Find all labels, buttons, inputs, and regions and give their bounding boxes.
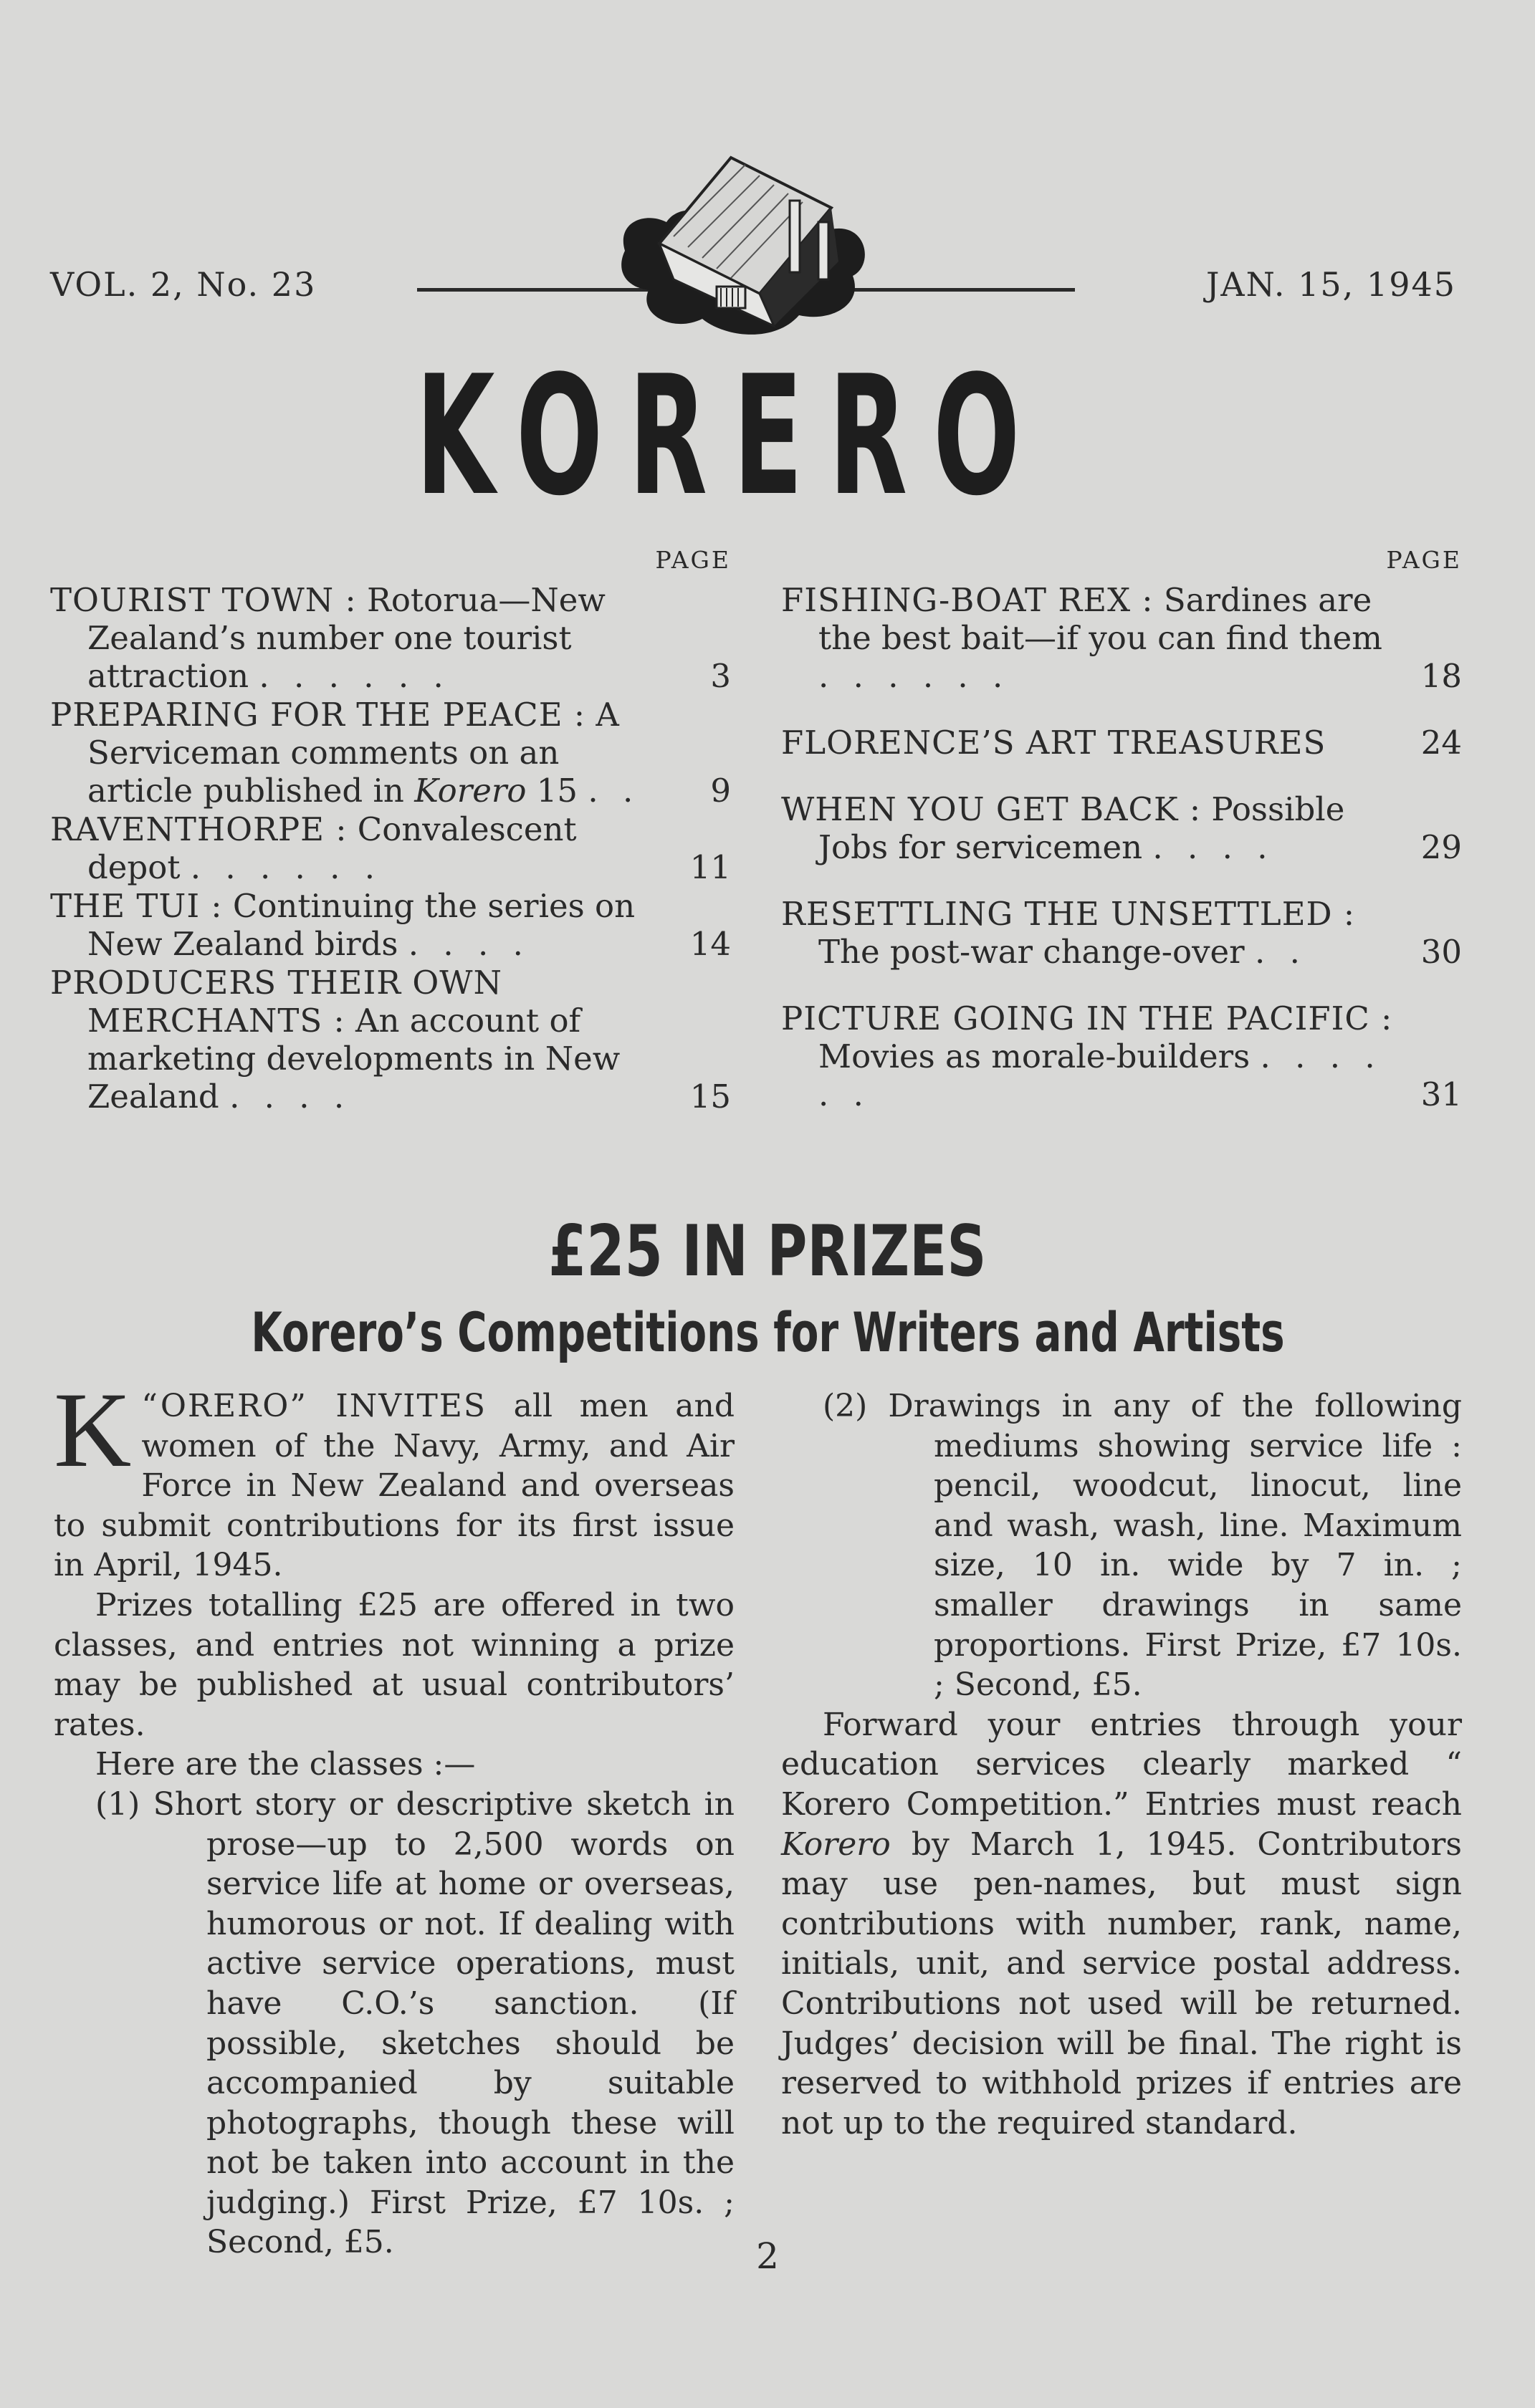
toc-entry-desc: The post-war change-over xyxy=(818,933,1245,971)
magazine-title: KORERO xyxy=(416,341,1046,532)
toc-entry-page: 24 xyxy=(1420,724,1462,762)
toc-entry[interactable] xyxy=(50,964,731,1116)
prizes-heading-text: £25 IN PRIZES xyxy=(548,1211,987,1292)
forward-text: Forward your entries through your education services clearly marked “ Korero Competition.” Entries must reach xyxy=(781,1706,1462,1823)
toc-entry[interactable] xyxy=(781,999,1462,1113)
article-right-column xyxy=(781,1386,1462,2143)
leader-dots: . . . . . . xyxy=(190,848,383,886)
prizes-subheading-text: Korero’s Competitions for Writers and Artists xyxy=(250,1300,1285,1364)
intro-text: all men and women of the Navy, Army, and Air Force in New Zealand and overseas to submit contributions for its first issue in April, 1945. xyxy=(54,1388,735,1584)
toc-entry-page: 30 xyxy=(1420,933,1462,971)
toc-entry-title: THE TUI : xyxy=(50,887,223,925)
prizes-heading xyxy=(0,1211,1535,1292)
toc-entry-desc-post: 15 xyxy=(526,772,578,810)
toc-entry-desc: A Serviceman comments on an article published in xyxy=(87,696,619,810)
open-quote: “ xyxy=(141,1388,158,1424)
drop-cap: K xyxy=(54,1371,132,1490)
leader-dots: . . . . xyxy=(408,925,530,963)
meeting-house-logo-icon xyxy=(616,143,874,358)
toc-entry-desc: Possible Jobs for servicemen xyxy=(818,790,1345,866)
article-left-column xyxy=(54,1371,735,2263)
toc-entry-page: 15 xyxy=(689,1078,731,1116)
toc-entry-desc: Convalescent depot xyxy=(87,810,577,886)
forward-text-rest: by March 1, 1945. Contributors may use pen-names, but must sign contributions with number, rank, name, initials, unit, and service postal address. Contributions not used will be returned. Judges’ decision will be final. The right is reserved to withhold prizes if entries are not up to the required standard. xyxy=(781,1826,1462,2141)
toc-entry[interactable] xyxy=(50,696,731,810)
toc-entry-title: PREPARING FOR THE PEACE : xyxy=(50,696,586,734)
forward-italic: Korero xyxy=(781,1826,891,1863)
class-one-entry: (1) Short story or descriptive sketch in prose—up to 2,500 words on service life at home or overseas, humorous or not. If dealing with active service operations, must have C.O.’s sanction. (If possible, sketches should be accompanied by suitable photographs, though these will not be taken into account in the judging.) First Prize, £7 10s. ; Second, £5. xyxy=(95,1785,735,2261)
toc-page-label: PAGE xyxy=(655,546,731,574)
article-paragraph: Prizes totalling £25 are offered in two classes, and entries not winning a prize may be published at usual contributors’ rates. xyxy=(54,1586,735,1743)
leader-dots: . . . . . . xyxy=(259,657,451,695)
prizes-subheading xyxy=(0,1300,1535,1364)
toc-entry-title: WHEN YOU GET BACK : xyxy=(781,790,1202,828)
toc-entry[interactable] xyxy=(50,581,731,695)
toc-entry-title: RESETTLING THE UNSETTLED : xyxy=(781,895,1356,933)
toc-right-column xyxy=(781,546,1462,1114)
toc-entry[interactable] xyxy=(781,790,1462,866)
leader-dots: . . . . xyxy=(229,1078,352,1116)
leader-dots: . . . . . . xyxy=(818,1037,1382,1113)
leader-dots: . . . . . . xyxy=(818,657,1010,695)
toc-entry[interactable] xyxy=(50,810,731,886)
toc-page-label: PAGE xyxy=(1386,546,1462,574)
page-number: 2 xyxy=(756,2235,779,2277)
toc-entry-desc: Sardines are the best bait—if you can find them xyxy=(818,581,1382,657)
article-intro xyxy=(54,1371,735,1586)
volume-number: VOL. 2, No. 23 xyxy=(50,265,317,304)
toc-entry-page: 18 xyxy=(1420,657,1462,695)
article-paragraph: Here are the classes :— xyxy=(95,1746,476,1783)
leader-dots: . . xyxy=(1254,933,1307,971)
lead-caps: ORERO” INVITES xyxy=(160,1388,487,1424)
toc-entry-title: RAVENTHORPE : xyxy=(50,810,348,848)
toc-entry[interactable] xyxy=(781,895,1462,971)
toc-entry-title: PICTURE GOING IN THE PACIFIC : xyxy=(781,999,1393,1037)
toc-entry-page: 31 xyxy=(1420,1075,1462,1113)
toc-entry-page: 9 xyxy=(710,772,731,810)
leader-dots: . . xyxy=(588,772,641,810)
class-two-entry: (2) Drawings in any of the following mediums showing service life : pencil, woodcut, linocut, line and wash, wash, line. Maximum size, 10 in. wide by 7 in. ; smaller drawings in same proportions. First Prize, £7 10s. ; Second, £5. xyxy=(823,1388,1462,1704)
toc-entry-page: 29 xyxy=(1420,828,1462,866)
toc-entry-desc-italic: Korero xyxy=(414,772,527,810)
toc-entry-title: FISHING-BOAT REX : xyxy=(781,581,1154,619)
toc-entry-desc: Movies as morale-builders xyxy=(818,1037,1251,1075)
leader-dots: . . . . xyxy=(1152,828,1275,866)
toc-entry[interactable] xyxy=(781,581,1462,695)
toc-entry-title: PRODUCERS THEIR OWN MERCHANTS : xyxy=(50,964,502,1040)
toc-entry-page: 11 xyxy=(689,848,731,886)
toc-entry-desc: Continuing the series on New Zealand birds xyxy=(87,887,636,963)
toc-entry[interactable] xyxy=(781,724,1462,762)
issue-date: JAN. 15, 1945 xyxy=(1205,265,1456,304)
masthead-rule-right xyxy=(853,288,1075,292)
toc-left-column xyxy=(50,546,731,1116)
toc-entry-title: FLORENCE’S ART TREASURES xyxy=(781,724,1326,762)
toc-entry[interactable] xyxy=(50,887,731,963)
toc-entry-desc: An account of marketing developments in New Zealand xyxy=(87,1002,621,1116)
article-paragraph xyxy=(781,1705,1462,2144)
toc-entry-page: 3 xyxy=(710,657,731,695)
toc-entry-page: 14 xyxy=(689,925,731,963)
toc-entry-desc: Rotorua—New Zealand’s number one tourist attraction xyxy=(87,581,606,695)
toc-entry-title: TOURIST TOWN : xyxy=(50,581,357,619)
